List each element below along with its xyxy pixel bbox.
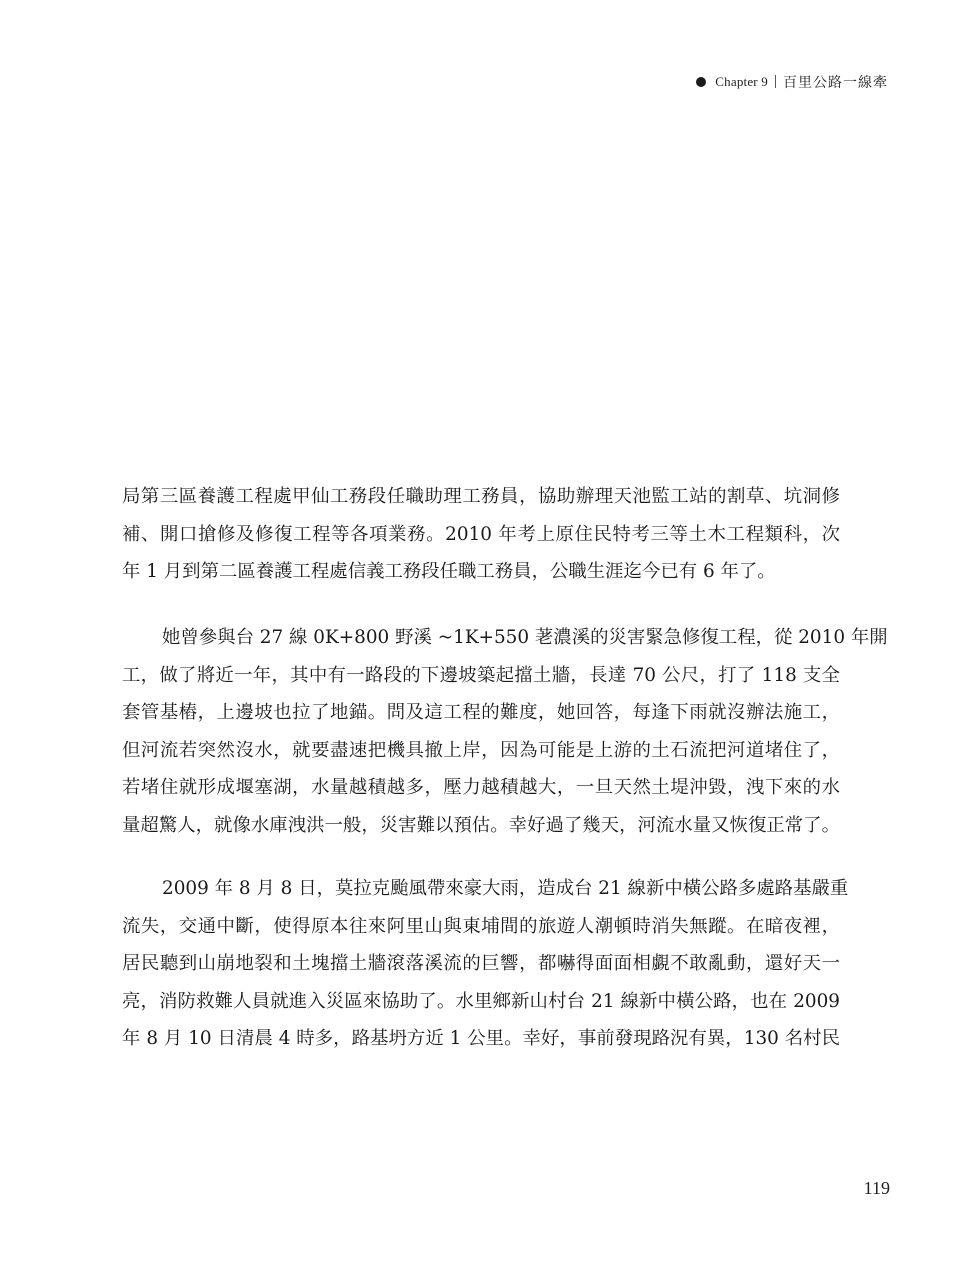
text-line: 補、開口搶修及修復工程等各項業務。2010 年考上原住民特考三等土木工程類科，次	[122, 523, 840, 545]
paragraph	[122, 478, 840, 591]
text-line: 量超驚人，就像水庫洩洪一般，災害難以預估。幸好過了幾天，河流水量又恢復正常了。	[122, 814, 840, 836]
text-line: 工，做了將近一年，其中有一路段的下邊坡築起擋土牆，長達 70 公尺，打了 118 支全	[122, 664, 840, 686]
text-line: 她曾參與台 27 線 0K+800 野溪 ~1K+550 荖濃溪的災害緊急修復工程，從 2010 年開	[162, 627, 888, 648]
text-line: 但河流若突然沒水，就要盡速把機具撤上岸，因為可能是上游的土石流把河道堵住了，	[122, 739, 840, 761]
text-line: 居民聽到山崩地裂和土塊擋土牆滾落溪流的巨響，都嚇得面面相覷不敢亂動，還好天一	[122, 953, 840, 975]
text-line: 若堵住就形成堰塞湖，水量越積越多，壓力越積越大，一旦天然土堤沖毀，洩下來的水	[122, 777, 840, 799]
chapter-label: Chapter 9	[715, 74, 768, 89]
text-line: 亮，消防救難人員就進入災區來協助了。水里鄉新山村台 21 線新中橫公路，也在 2009	[122, 990, 840, 1012]
chapter-title: 百里公路一線牽	[783, 76, 888, 91]
paragraph	[122, 870, 849, 1058]
text-line: 局第三區養護工程處甲仙工務段任職助理工務員，協助辦理天池監工站的割草、坑洞修	[122, 486, 840, 507]
bullet-icon	[696, 77, 706, 87]
page-number: 119	[863, 1178, 890, 1198]
text-line: 2009 年 8 月 8 日，莫拉克颱風帶來豪大雨，造成台 21 線新中橫公路多處路基嚴重	[162, 878, 849, 899]
text-line: 年 1 月到第二區養護工程處信義工務段任職工務員，公職生涯迄今已有 6 年了。	[122, 561, 776, 583]
header-separator: |	[773, 72, 777, 89]
running-header	[696, 72, 888, 92]
text-line: 年 8 月 10 日清晨 4 時多，路基坍方近 1 公里。幸好，事前發現路況有異，130 名村民	[122, 1028, 840, 1050]
text-line: 流失，交通中斷，使得原本往來阿里山與東埔間的旅遊人潮頓時消失無蹤。在暗夜裡，	[122, 915, 840, 937]
paragraph	[122, 619, 888, 845]
text-line: 套管基樁，上邊坡也拉了地錨。問及這工程的難度，她回答，每逢下雨就沒辦法施工，	[122, 702, 840, 724]
